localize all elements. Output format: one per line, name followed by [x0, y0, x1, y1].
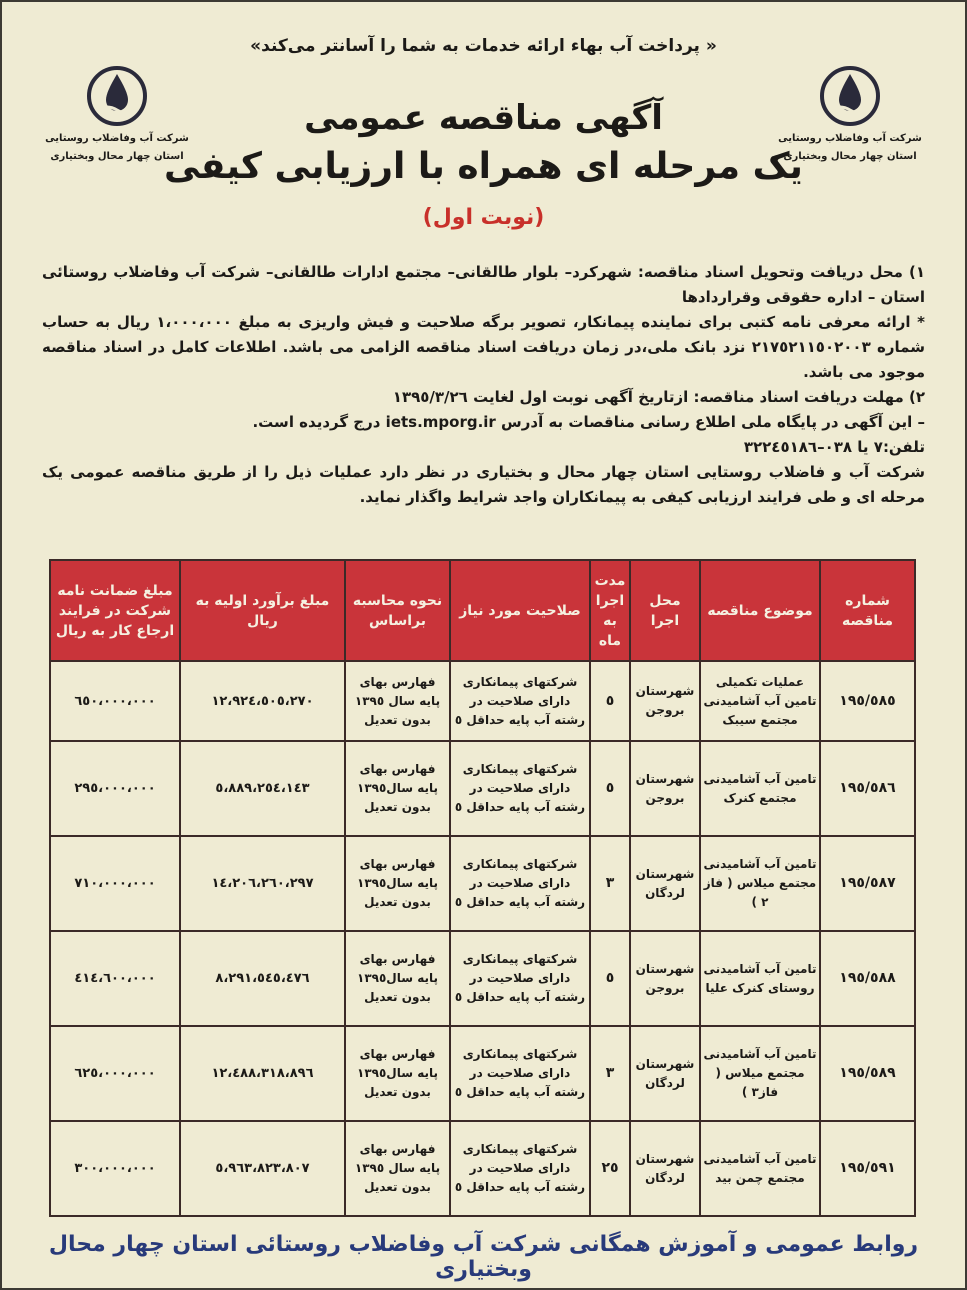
- cell-calc: فهارس بهای پایه سال١٣٩٥ بدون تعدیل: [345, 836, 450, 931]
- cell-number: ١٩٥/٥٨٦: [820, 741, 915, 836]
- cell-subject: تامین آب آشامیدنی مجتمع کنرک: [700, 741, 820, 836]
- cell-subject: تامین آب آشامیدنی روستای کنرک علیا: [700, 931, 820, 1026]
- table-row: [50, 661, 915, 741]
- page-subtitle: یک مرحله ای همراه با ارزیابی کیفی: [164, 146, 803, 187]
- logo-name-line1: شرکت آب وفاضلاب روستایی: [45, 133, 189, 144]
- cell-number: ١٩٥/٥٩١: [820, 1121, 915, 1216]
- cell-estimate: ١٢،٩٢٤،٥٠٥،٢٧٠: [180, 661, 345, 741]
- table-row: [50, 931, 915, 1026]
- header-qualification: صلاحیت مورد نیاز: [450, 560, 590, 661]
- paragraph-intro: شرکت آب و فاضلاب روستایی استان چهار محال و بختیاری در نظر دارد عملیات ذیل را از طریق مناقصه عمومی یک مرحله ای و طی فرایند ارزیابی کیفی به پیمانکاران واجد شرایط واگذار نماید.: [42, 463, 925, 506]
- cell-guarantee: ٦٢٥،٠٠٠،٠٠٠: [50, 1026, 180, 1121]
- cell-qualification: شرکتهای پیمانکاری دارای صلاحیت در رشته آب پایه حداقل ٥: [450, 741, 590, 836]
- cell-guarantee: ٣٠٠،٠٠٠،٠٠٠: [50, 1121, 180, 1216]
- logo-name-line1: شرکت آب وفاضلاب روستایی: [778, 133, 922, 144]
- paragraph-website: – این آگهی در پایگاه ملی اطلاع رسانی مناقصات به آدرس iets.mporg.ir درج گردیده است.: [252, 413, 925, 431]
- header-number: شماره مناقصه: [820, 560, 915, 661]
- cell-calc: فهارس بهای پایه سال١٣٩٥ بدون تعدیل: [345, 931, 450, 1026]
- table-row: [50, 1121, 915, 1216]
- cell-location: شهرستان لردگان: [630, 1026, 700, 1121]
- cell-subject: تامین آب آشامیدنی مجتمع میلاس ( فاز ٢ ): [700, 836, 820, 931]
- cell-guarantee: ٤١٤،٦٠٠،٠٠٠: [50, 931, 180, 1026]
- cell-guarantee: ٢٩٥،٠٠٠،٠٠٠: [50, 741, 180, 836]
- page-title: آگهی مناقصه عمومی: [304, 98, 663, 138]
- table-header-row: [50, 560, 915, 661]
- cell-estimate: ٨،٢٩١،٥٤٥،٤٧٦: [180, 931, 345, 1026]
- cell-guarantee: ٦٥٠،٠٠٠،٠٠٠: [50, 661, 180, 741]
- cell-subject: تامین آب آشامیدنی مجتمع میلاس ( فاز٣ ): [700, 1026, 820, 1121]
- cell-estimate: ١٢،٤٨٨،٣١٨،٨٩٦: [180, 1026, 345, 1121]
- cell-number: ١٩٥/٥٨٩: [820, 1026, 915, 1121]
- cell-location: شهرستان بروجن: [630, 661, 700, 741]
- cell-guarantee: ٧١٠،٠٠٠،٠٠٠: [50, 836, 180, 931]
- cell-qualification: شرکتهای پیمانکاری دارای صلاحیت در رشته آب پایه حداقل ٥: [450, 661, 590, 741]
- cell-estimate: ٥،٩٦٣،٨٢٣،٨٠٧: [180, 1121, 345, 1216]
- cell-duration: ٣: [590, 1026, 630, 1121]
- notice-body: [42, 260, 925, 510]
- paragraph-deadline: ٢) مهلت دریافت اسناد مناقصه: ازتاریخ آگهی نوبت اول لغایت ١٣٩٥/٣/٢٦: [392, 388, 925, 406]
- header-calc: نحوه محاسبه براساس: [345, 560, 450, 661]
- paragraph-delivery-location: ١) محل دریافت وتحویل اسناد مناقصه: شهرکرد– بلوار طالقانی– مجتمع ادارات طالقانی– شرکت آب وفاضلاب روستائی استان – اداره حقوقی وقراردادها: [42, 263, 925, 306]
- header-subject: موضوع مناقصه: [700, 560, 820, 661]
- cell-subject: تامین آب آشامیدنی مجتمع چمن بید: [700, 1121, 820, 1216]
- cell-number: ١٩٥/٥٨٧: [820, 836, 915, 931]
- table-row: [50, 836, 915, 931]
- cell-estimate: ١٤،٢٠٦،٢٦٠،٢٩٧: [180, 836, 345, 931]
- tender-table: [49, 559, 916, 1217]
- cell-number: ١٩٥/٥٨٥: [820, 661, 915, 741]
- cell-duration: ٥: [590, 931, 630, 1026]
- logo-name-line2: استان چهار محال وبختیاری: [783, 151, 917, 162]
- paragraph-phone: تلفن:٧ یا ٠٣٨–٣٢٢٤٥١٨٦: [743, 438, 925, 456]
- cell-qualification: شرکتهای پیمانکاری دارای صلاحیت در رشته آب پایه حداقل ٥: [450, 931, 590, 1026]
- cell-estimate: ٥،٨٨٩،٢٥٤،١٤٣: [180, 741, 345, 836]
- cell-location: شهرستان لردگان: [630, 836, 700, 931]
- footer-public-relations: روابط عمومی و آموزش همگانی شرکت آب وفاضلاب روستائی استان چهار محال وبختیاری: [48, 1232, 919, 1282]
- cell-calc: فهارس بهای پایه سال ١٣٩٥ بدون تعدیل: [345, 1121, 450, 1216]
- cell-qualification: شرکتهای پیمانکاری دارای صلاحیت در رشته آب پایه حداقل ٥: [450, 836, 590, 931]
- header-duration: مدت اجرا به ماه: [590, 560, 630, 661]
- cell-duration: ٥: [590, 741, 630, 836]
- round-label: (نوبت اول): [422, 205, 545, 230]
- header-estimate: مبلغ برآورد اولیه به ریال: [180, 560, 345, 661]
- cell-calc: فهارس بهای پایه سال١٣٩٥ بدون تعدیل: [345, 741, 450, 836]
- cell-duration: ٥: [590, 661, 630, 741]
- table-row: [50, 1026, 915, 1121]
- cell-qualification: شرکتهای پیمانکاری دارای صلاحیت در رشته آب پایه حداقل ٥: [450, 1121, 590, 1216]
- cell-duration: ٢٥: [590, 1121, 630, 1216]
- cell-location: شهرستان بروجن: [630, 741, 700, 836]
- cell-location: شهرستان لردگان: [630, 1121, 700, 1216]
- cell-calc: فهارس بهای پایه سال١٣٩٥ بدون تعدیل: [345, 1026, 450, 1121]
- cell-qualification: شرکتهای پیمانکاری دارای صلاحیت در رشته آب پایه حداقل ٥: [450, 1026, 590, 1121]
- header-location: محل اجرا: [630, 560, 700, 661]
- cell-duration: ٣: [590, 836, 630, 931]
- table-row: [50, 741, 915, 836]
- cell-location: شهرستان بروجن: [630, 931, 700, 1026]
- header-guarantee: مبلغ ضمانت نامه شرکت در فرایند ارجاع کار به ریال: [50, 560, 180, 661]
- cell-subject: عملیات تکمیلی تامین آب آشامیدنی مجتمع سیبک: [700, 661, 820, 741]
- cell-number: ١٩٥/٥٨٨: [820, 931, 915, 1026]
- slogan: « پرداخت آب بهاء ارائه خدمات به شما را آسانتر می‌کند»: [250, 36, 717, 56]
- logo-name-line2: استان چهار محال وبختیاری: [50, 151, 184, 162]
- paragraph-requirements: * ارائه معرفی نامه کتبی برای نماینده پیمانکار، تصویر برگه صلاحیت و فیش واریزی به مبلغ ١،٠٠٠،٠٠٠ ریال به حساب شماره ٢١٧٥٢١١٥٠٢٠٠٣ نزد بانک ملی،در زمان دریافت اسناد مناقصه الزامی می باشد. اطلاعات کامل در اسناد مناقصه موجود می باشد.: [42, 313, 925, 381]
- cell-calc: فهارس بهای پایه سال ١٣٩٥ بدون تعدیل: [345, 661, 450, 741]
